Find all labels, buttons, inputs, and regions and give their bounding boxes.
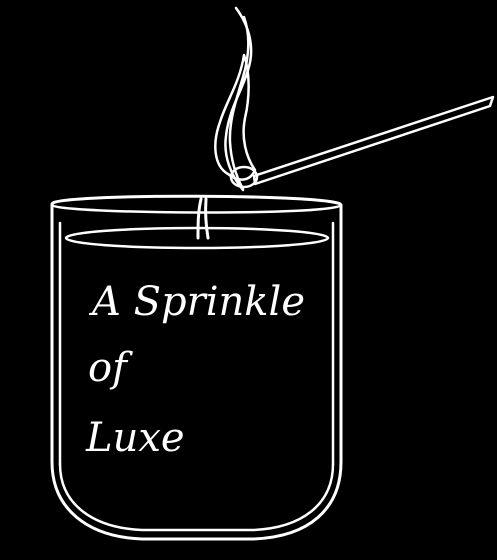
wick-icon xyxy=(198,199,208,238)
brand-name-line-3: Luxe xyxy=(86,415,185,461)
match-icon xyxy=(231,97,493,187)
brand-name-line-1: A Sprinkle xyxy=(92,279,305,325)
flame-icon xyxy=(215,55,255,180)
brand-name-line-2: of xyxy=(88,345,127,391)
